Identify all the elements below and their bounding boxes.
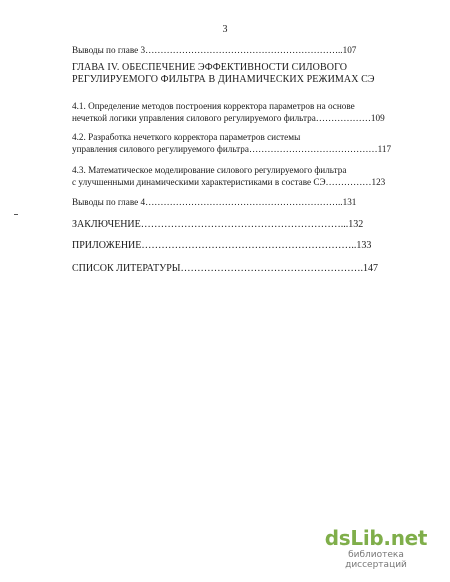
- toc-entry-conclusion[interactable]: ЗАКЛЮЧЕНИЕ……………………………………………………...132: [72, 219, 364, 230]
- chapter-4-title-line-2: РЕГУЛИРУЕМОГО ФИЛЬТРА В ДИНАМИЧЕСКИХ РЕЖИМАХ СЭ: [72, 74, 375, 85]
- toc-entry-conclusions-ch3[interactable]: Выводы по главе 3………………………………………………………..107: [72, 45, 357, 55]
- page-number: 3: [222, 24, 228, 35]
- section-4-2-line-1: 4.2. Разработка нечеткого корректора параметров системы: [72, 132, 301, 142]
- watermark-logo: dsLib.net: [324, 526, 428, 550]
- chapter-4-title-line-1: ГЛАВА IV. ОБЕСПЕЧЕНИЕ ЭФФЕКТИВНОСТИ СИЛОВОГО: [72, 62, 348, 73]
- toc-entry-appendix[interactable]: ПРИЛОЖЕНИЕ………………………………………………………..133: [72, 240, 372, 251]
- toc-chapter-4-title[interactable]: [72, 62, 412, 86]
- margin-scan-mark: [14, 214, 18, 215]
- section-4-1-line-1: 4.1. Определение методов построения корректора параметров на основе: [72, 101, 355, 111]
- watermark-subtitle: библиотека диссертаций: [345, 550, 407, 570]
- toc-entry-conclusions-ch4[interactable]: Выводы по главе 4………………………………………………………..131: [72, 197, 357, 207]
- section-4-1-line-2: нечеткой логики управления силового регулируемого фильтра………………109: [72, 113, 385, 123]
- toc-entry-references[interactable]: СПИСОК ЛИТЕРАТУРЫ……………………………………………….147: [72, 263, 378, 274]
- watermark: [316, 527, 436, 570]
- section-4-3-line-2: с улучшенными динамическими характеристиками в составе СЭ……………123: [72, 177, 386, 187]
- section-4-2-line-2: управления силового регулируемого фильтра……………………………………117: [72, 144, 392, 154]
- section-4-3-line-1: 4.3. Математическое моделирование силового регулируемого фильтра: [72, 165, 347, 175]
